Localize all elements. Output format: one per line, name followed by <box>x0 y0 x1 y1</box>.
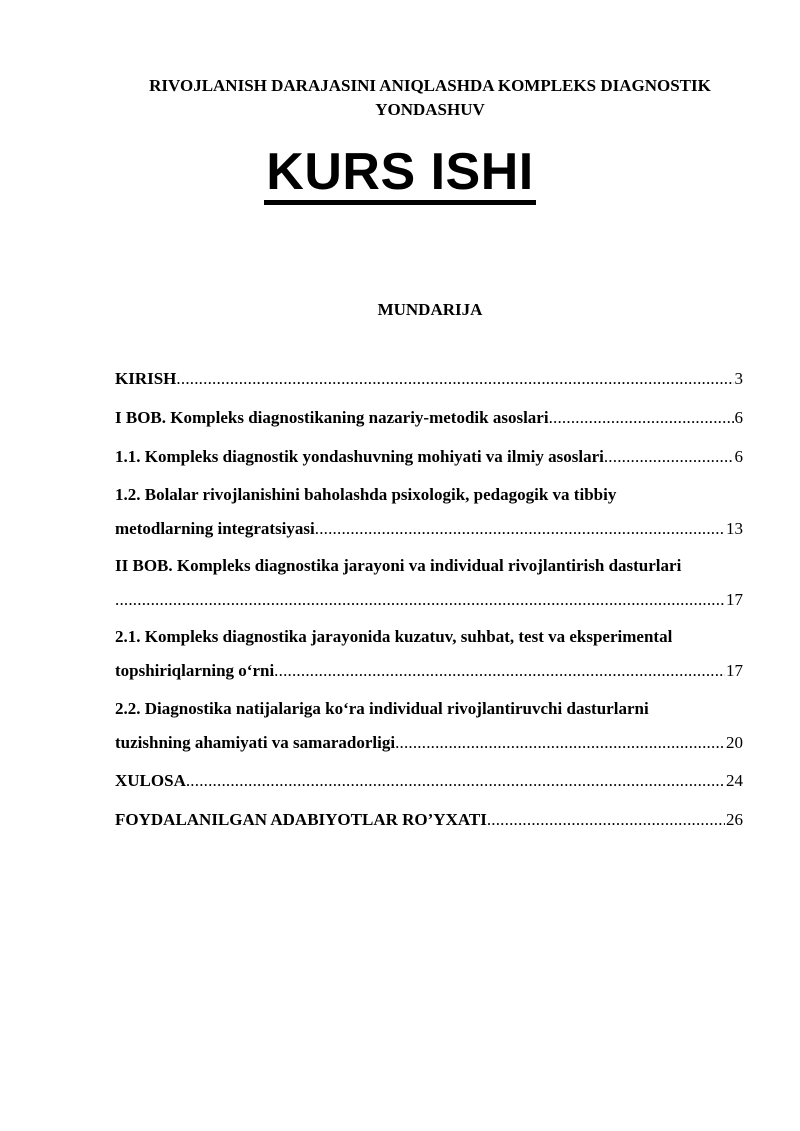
toc-entry-chapter-2[interactable] <box>115 551 743 615</box>
toc-entry-kirish[interactable] <box>115 364 743 394</box>
toc-entry-title: I BOB. Kompleks diagnostikaning nazariy-metodik asoslari <box>115 408 549 427</box>
toc-entry-title-line-1: 1.2. Bolalar rivojlanishini baholashda psixologik, pedagogik va tibbiy <box>115 485 617 504</box>
document-topic-title <box>100 74 760 122</box>
toc-page-number: 3 <box>734 369 743 388</box>
toc-entry-references[interactable] <box>115 805 743 835</box>
topic-title-line-1: RIVOJLANISH DARAJASINI ANIQLASHDA KOMPLEKS DIAGNOSTIK <box>149 76 711 95</box>
toc-entry-title: tuzishning ahamiyati va samaradorligi <box>115 733 396 752</box>
toc-entry-title: metodlarning integratsiyasi <box>115 519 315 538</box>
toc-leader-dots <box>487 805 725 835</box>
toc-page-number: 13 <box>726 519 743 538</box>
toc-entry-title-line-1: 2.2. Diagnostika natijalariga ko‘ra individual rivojlantiruvchi dasturlarni <box>115 699 649 718</box>
toc-entry-title: KIRISH <box>115 369 177 388</box>
toc-entry-title: XULOSA <box>115 771 186 790</box>
toc-heading: MUNDARIJA <box>377 300 483 319</box>
toc-entry-section-1-2[interactable] <box>115 480 743 544</box>
toc-page-number: 17 <box>726 590 743 609</box>
toc-entry-title: FOYDALANILGAN ADABIYOTLAR RO’YXATI <box>115 810 487 829</box>
main-title <box>0 140 800 205</box>
toc-leader-dots <box>274 656 725 686</box>
toc-entry-title: 1.1. Kompleks diagnostik yondashuvning mohiyati va ilmiy asoslari <box>115 447 604 466</box>
toc-page-number: 6 <box>734 408 743 427</box>
toc-page-number: 20 <box>726 733 743 752</box>
toc-page-number: 24 <box>726 771 743 790</box>
toc-page-number: 26 <box>726 810 743 829</box>
toc-entry-title: topshiriqlarning o‘rni <box>115 661 275 680</box>
toc-leader-dots <box>395 728 725 758</box>
toc-page-number: 6 <box>734 447 743 466</box>
toc-entry-title-line-1: II BOB. Kompleks diagnostika jarayoni va individual rivojlantirish dasturlari <box>115 556 682 575</box>
toc-leader-dots <box>186 766 725 796</box>
toc-entry-chapter-1[interactable] <box>115 403 743 433</box>
topic-title-line-2: YONDASHUV <box>375 100 485 119</box>
toc-leader-dots <box>549 403 734 433</box>
main-title-text: KURS ISHI <box>264 144 535 205</box>
toc-entry-xulosa[interactable] <box>115 766 743 796</box>
toc-leader-dots <box>176 364 733 394</box>
toc-entry-section-2-2[interactable] <box>115 694 743 758</box>
toc-page-number: 17 <box>726 661 743 680</box>
toc-leader-dots <box>115 585 725 615</box>
toc-entry-title-line-1: 2.1. Kompleks diagnostika jarayonida kuzatuv, suhbat, test va eksperimental <box>115 627 673 646</box>
toc-leader-dots <box>604 442 734 472</box>
toc-entry-section-2-1[interactable] <box>115 622 743 686</box>
toc-leader-dots <box>315 514 725 544</box>
toc-entry-section-1-1[interactable] <box>115 442 743 472</box>
